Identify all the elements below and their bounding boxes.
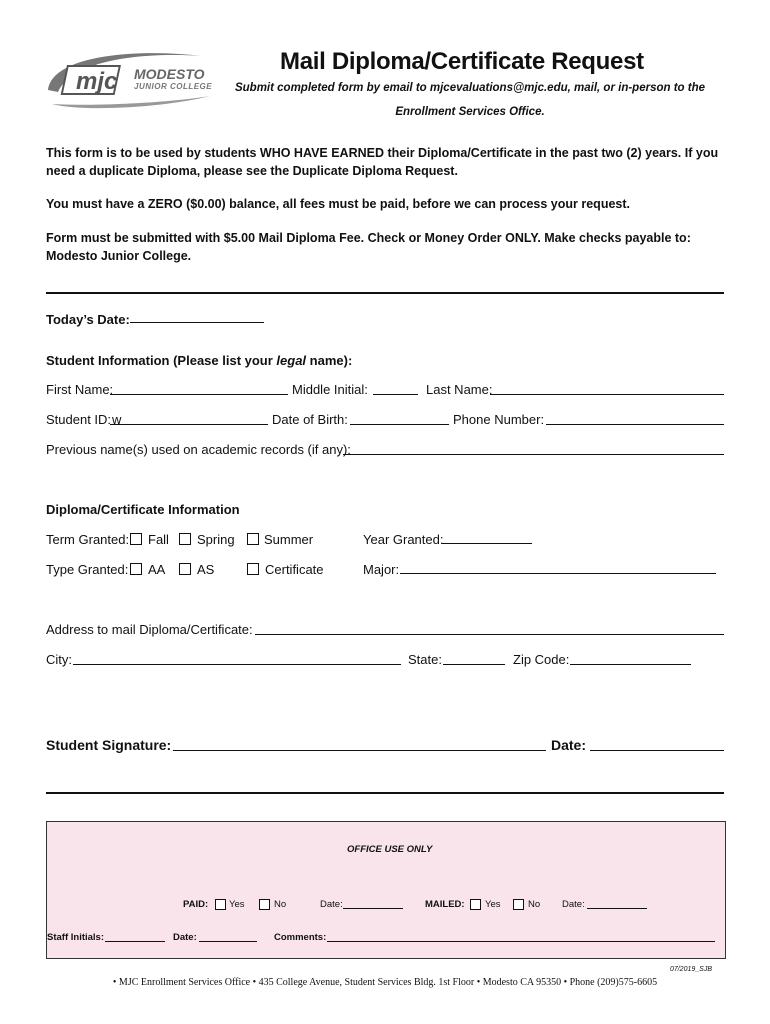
office-use-heading: OFFICE USE ONLY (347, 844, 433, 855)
mailed-no-checkbox[interactable] (513, 899, 524, 910)
signature-label: Student Signature: (46, 737, 172, 753)
address-field[interactable] (255, 634, 724, 635)
first-name-label: First Name: (46, 382, 114, 397)
staff-initials-field[interactable] (105, 941, 165, 942)
instruction-eligibility: This form is to be used by students WHO HAVE EARNED their Diploma/Certificate in the past two (2) years. If you need a duplicate Diploma, please see the Duplicate Diploma Request. (46, 146, 719, 178)
term-fall-label: Fall (148, 532, 169, 547)
paid-date-label: Date: (320, 899, 343, 910)
term-fall-checkbox[interactable] (130, 533, 142, 545)
mailed-no-label: No (528, 899, 541, 910)
student-id-field[interactable] (110, 424, 268, 425)
type-as-label: AS (197, 562, 215, 577)
year-granted-field[interactable] (442, 543, 532, 544)
student-id-value: w (112, 412, 122, 427)
zip-field[interactable] (570, 664, 691, 665)
state-field[interactable] (443, 664, 505, 665)
address-label: Address to mail Diploma/Certificate: (46, 622, 253, 637)
paid-label: PAID: (183, 899, 209, 910)
previous-names-field[interactable] (343, 454, 724, 455)
instruction-balance: You must have a ZERO ($0.00) balance, all fees must be paid, before we can process your request. (46, 197, 630, 211)
type-as-checkbox[interactable] (179, 563, 191, 575)
office-date-field[interactable] (199, 941, 257, 942)
staff-initials-label: Staff Initials: (47, 932, 105, 943)
mailed-yes-checkbox[interactable] (470, 899, 481, 910)
footer-address: • MJC Enrollment Services Office • 435 College Avenue, Student Services Bldg. 1st Floor • Modesto CA 95350 • Phone (209)575-6605 (112, 977, 658, 988)
section-divider-top (46, 292, 724, 294)
comments-field[interactable] (327, 941, 715, 942)
type-granted-label: Type Granted: (46, 562, 129, 577)
paid-no-label: No (274, 899, 287, 910)
state-label: State: (408, 652, 442, 667)
office-use-box (46, 821, 726, 959)
paid-no-checkbox[interactable] (259, 899, 270, 910)
revision-code: 07/2019_SJB (669, 966, 712, 973)
page-title: Mail Diploma/Certificate Request (280, 48, 644, 75)
phone-field[interactable] (546, 424, 724, 425)
last-name-label: Last Name: (426, 382, 493, 397)
previous-names-label: Previous name(s) used on academic records (if any): (46, 442, 351, 457)
logo-text-main: MODESTO (134, 66, 205, 82)
mailed-yes-label: Yes (485, 899, 501, 910)
term-spring-checkbox[interactable] (179, 533, 191, 545)
subtitle-line-1: Submit completed form by email to mjcevaluations@mjc.edu, mail, or in-person to the (234, 82, 706, 94)
todays-date-field[interactable] (130, 322, 264, 323)
paid-yes-checkbox[interactable] (215, 899, 226, 910)
dob-label: Date of Birth: (272, 412, 348, 427)
phone-label: Phone Number: (453, 412, 545, 427)
city-field[interactable] (73, 664, 401, 665)
term-granted-label: Term Granted: (46, 532, 130, 547)
logo-text-sub: JUNIOR COLLEGE (134, 82, 213, 91)
section-divider-bottom (46, 792, 724, 794)
middle-initial-label: Middle Initial: (292, 382, 368, 397)
office-date-label: Date: (173, 932, 197, 943)
type-aa-checkbox[interactable] (130, 563, 142, 575)
mailed-date-label: Date: (562, 899, 585, 910)
paid-yes-label: Yes (229, 899, 245, 910)
signature-date-label: Date: (551, 737, 587, 753)
dob-field[interactable] (350, 424, 449, 425)
instruction-fee: Form must be submitted with $5.00 Mail Diploma Fee. Check or Money Order ONLY. Make checks payable to: Modesto Junior College. (46, 231, 691, 263)
comments-label: Comments: (274, 932, 327, 943)
year-granted-label: Year Granted: (363, 532, 444, 547)
student-info-heading: Student Information (Please list your legal name): (46, 353, 353, 368)
major-field[interactable] (400, 573, 716, 574)
zip-label: Zip Code: (513, 652, 570, 667)
college-logo (42, 46, 214, 110)
first-name-field[interactable] (110, 394, 288, 395)
paid-date-field[interactable] (343, 908, 403, 909)
mailed-label: MAILED: (425, 899, 465, 910)
term-summer-checkbox[interactable] (247, 533, 259, 545)
term-summer-label: Summer (264, 532, 314, 547)
signature-date-field[interactable] (590, 750, 724, 751)
major-label: Major: (363, 562, 400, 577)
todays-date-label: Today’s Date: (46, 312, 130, 327)
type-aa-label: AA (148, 562, 166, 577)
type-certificate-checkbox[interactable] (247, 563, 259, 575)
signature-field[interactable] (173, 750, 546, 751)
middle-initial-field[interactable] (373, 394, 418, 395)
type-certificate-label: Certificate (265, 562, 324, 577)
student-id-label: Student ID: (46, 412, 112, 427)
page-subtitle (230, 76, 710, 124)
diploma-info-heading: Diploma/Certificate Information (46, 502, 240, 517)
subtitle-line-2: Enrollment Services Office. (395, 106, 545, 118)
last-name-field[interactable] (490, 394, 724, 395)
mailed-date-field[interactable] (587, 908, 647, 909)
city-label: City: (46, 652, 72, 667)
term-spring-label: Spring (197, 532, 235, 547)
svg-text:mjc: mjc (76, 68, 118, 95)
